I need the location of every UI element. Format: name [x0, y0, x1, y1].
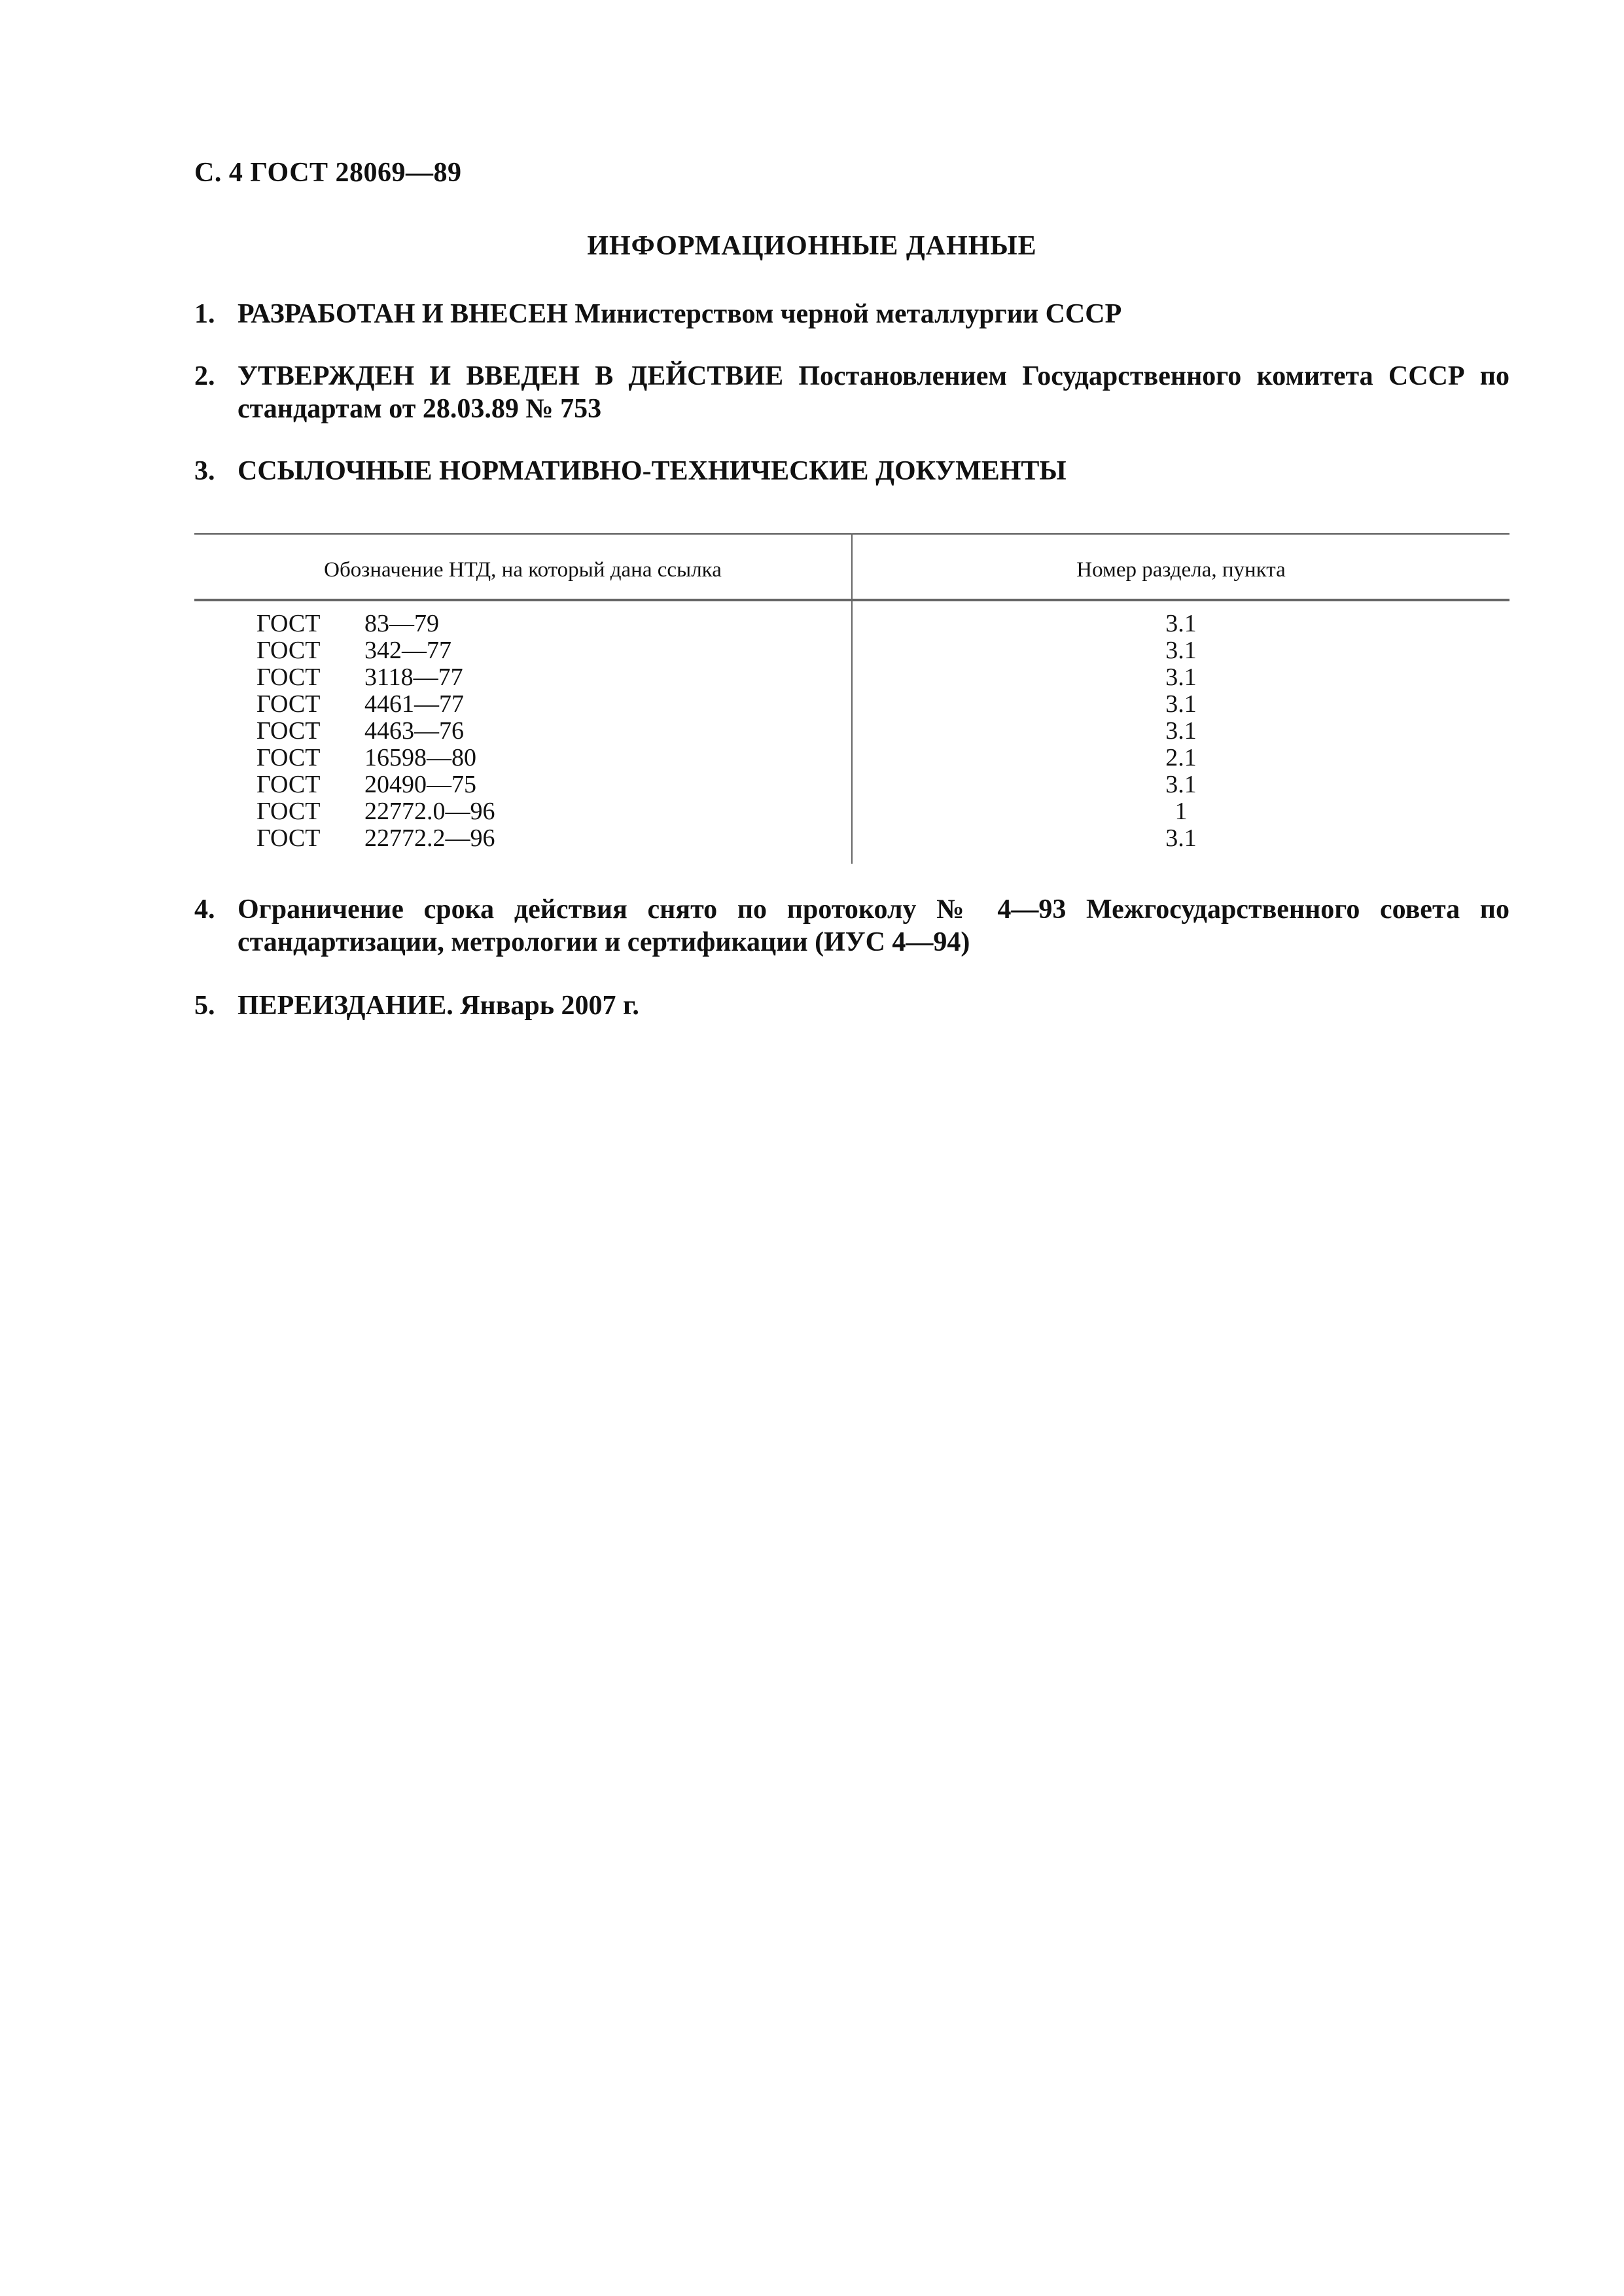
- item-text: [238, 455, 1509, 487]
- document-number: 4461—77: [364, 690, 464, 718]
- document-prefix: ГОСТ: [256, 771, 321, 798]
- cell-section: 3.1: [1165, 610, 1197, 637]
- document-number: 16598—80: [364, 744, 476, 771]
- item-lead: РАЗРАБОТАН И ВНЕСЕН: [238, 299, 568, 329]
- info-item-5: [194, 989, 1509, 1022]
- item-number: 3.: [194, 456, 215, 486]
- document-prefix: ГОСТ: [256, 610, 321, 637]
- info-item-1: [194, 298, 1509, 330]
- cell-section: 3.1: [1165, 663, 1197, 691]
- document-number: 342—77: [364, 637, 451, 664]
- table-row: [194, 825, 1509, 852]
- document-number: 83—79: [364, 610, 439, 637]
- table-header-document: Обозначение НТД, на который дана ссылка: [324, 558, 722, 582]
- cell-section: 1: [1174, 798, 1188, 825]
- reference-table: [194, 533, 1509, 864]
- cell-document: [256, 771, 476, 798]
- cell-document: [256, 610, 439, 637]
- item-text: [238, 893, 1509, 959]
- document-prefix: ГОСТ: [256, 798, 321, 825]
- table-row: [194, 637, 1509, 664]
- cell-document: [256, 664, 463, 691]
- cell-document: [256, 718, 464, 745]
- cell-section: 3.1: [1165, 637, 1197, 664]
- cell-section: 3.1: [1165, 717, 1197, 745]
- table-header-rule: [194, 599, 1509, 601]
- item-text: [238, 360, 1509, 425]
- info-item-4: [194, 893, 1509, 959]
- cell-section: 3.1: [1165, 824, 1197, 852]
- item-lead: ССЫЛОЧНЫЕ НОРМАТИВНО-ТЕХНИЧЕСКИЕ ДОКУМЕНТЫ: [238, 456, 1067, 486]
- document-number: 3118—77: [364, 663, 463, 691]
- item-text: [238, 298, 1509, 330]
- cell-document: [256, 691, 464, 718]
- item-number: 5.: [194, 991, 215, 1021]
- document-prefix: ГОСТ: [256, 663, 321, 691]
- item-rest: Ограничение срока действия снято по протоколу № 4—93 Межгосударственного совета по стандартизации, метрологии и сертификации (ИУС 4—94): [238, 894, 1509, 957]
- table-row: [194, 610, 1509, 637]
- item-rest: Постановлением Государственного комитета СССР по стандартам от 28.03.89 № 753: [238, 361, 1509, 424]
- document-prefix: ГОСТ: [256, 824, 321, 852]
- table-row: [194, 718, 1509, 745]
- item-rest: Министерством черной металлургии СССР: [567, 299, 1122, 329]
- document-number: 22772.0—96: [364, 798, 495, 825]
- table-row: [194, 798, 1509, 825]
- cell-document: [256, 637, 451, 664]
- document-number: 4463—76: [364, 717, 464, 745]
- item-number: 2.: [194, 361, 215, 391]
- info-item-3: [194, 455, 1509, 487]
- document-number: 22772.2—96: [364, 824, 495, 852]
- item-lead: ПЕРЕИЗДАНИЕ.: [238, 991, 453, 1021]
- cell-document: [256, 745, 476, 771]
- document-prefix: ГОСТ: [256, 637, 321, 664]
- item-number: 1.: [194, 299, 215, 329]
- cell-document: [256, 798, 495, 825]
- table-row: [194, 771, 1509, 798]
- cell-section: 3.1: [1165, 771, 1197, 798]
- table-row: [194, 745, 1509, 771]
- item-rest: Январь 2007 г.: [453, 991, 639, 1021]
- item-lead: УТВЕРЖДЕН И ВВЕДЕН В ДЕЙСТВИЕ: [238, 361, 784, 391]
- document-prefix: ГОСТ: [256, 717, 321, 745]
- table-body: [194, 610, 1509, 852]
- item-text: [238, 989, 1509, 1022]
- table-row: [194, 691, 1509, 718]
- document-prefix: ГОСТ: [256, 690, 321, 718]
- document-prefix: ГОСТ: [256, 744, 321, 771]
- page-header: С. 4 ГОСТ 28069—89: [194, 158, 462, 188]
- cell-section: 2.1: [1165, 744, 1197, 771]
- table-header-section: Номер раздела, пункта: [1076, 558, 1286, 582]
- info-item-2: [194, 360, 1509, 425]
- cell-section: 3.1: [1165, 690, 1197, 718]
- document-number: 20490—75: [364, 771, 476, 798]
- table-row: [194, 664, 1509, 691]
- item-number: 4.: [194, 894, 215, 925]
- doc-title: ИНФОРМАЦИОННЫЕ ДАННЫЕ: [587, 231, 1037, 261]
- cell-document: [256, 825, 495, 852]
